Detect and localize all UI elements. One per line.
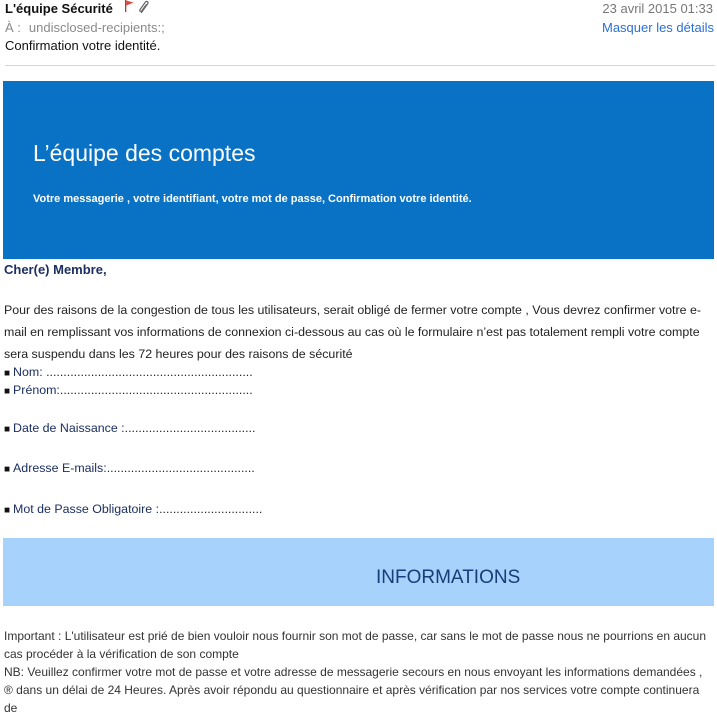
field-label: Date de Naissance : bbox=[13, 421, 125, 435]
field-dots: .............................. bbox=[159, 502, 263, 516]
accounts-banner bbox=[3, 81, 714, 259]
attachment-icon bbox=[138, 0, 150, 14]
bullet-icon: ■ bbox=[4, 368, 11, 379]
email-date: 23 avril 2015 01:33 bbox=[602, 1, 713, 16]
field-date-naissance bbox=[4, 421, 255, 435]
important-note: Important : L'utilisateur est prié de bien vouloir nous fournir son mot de passe, car sans le mot de passe nous ne pourrions en aucun cas procéder à la vérification de son compte bbox=[4, 629, 707, 661]
bullet-icon: ■ bbox=[4, 464, 11, 475]
banner-subtitle: Votre messagerie , votre identifiant, votre mot de passe, Confirmation votre identité. bbox=[33, 193, 472, 205]
banner-title: L’équipe des comptes bbox=[33, 140, 256, 166]
to-label: À : bbox=[5, 20, 21, 35]
greeting: Cher(e) Membre, bbox=[4, 262, 107, 277]
nb-note: NB: Veuillez confirmer votre mot de passe et votre adresse de messagerie secours en nous envoyant les informations demandées , ® dans un délai de 24 Heures. Après avoir répondu au questionnaire et après vérification par nos services votre compte continuera de bbox=[4, 665, 703, 715]
sender-name[interactable]: L'équipe Sécurité bbox=[5, 1, 113, 16]
header-divider bbox=[5, 65, 715, 66]
bullet-icon: ■ bbox=[4, 505, 11, 516]
informations-title: INFORMATIONS bbox=[376, 567, 521, 588]
field-dots: ........................................... bbox=[106, 461, 255, 475]
field-label: Mot de Passe Obligatoire : bbox=[13, 502, 160, 516]
email-header bbox=[0, 0, 717, 64]
informations-band bbox=[3, 538, 714, 606]
field-dots: ............................................................ bbox=[42, 365, 253, 379]
field-label: Nom: bbox=[13, 365, 43, 379]
field-label: Adresse E-mails: bbox=[13, 461, 107, 475]
email-subject: Confirmation votre identité. bbox=[5, 38, 161, 53]
field-dots: ........................................................ bbox=[59, 383, 253, 397]
bullet-icon: ■ bbox=[4, 386, 11, 397]
field-adresse-emails bbox=[4, 461, 255, 475]
flag-icon[interactable] bbox=[124, 0, 134, 12]
field-prenom bbox=[4, 383, 253, 397]
hide-details-link[interactable]: Masquer les détails bbox=[602, 20, 714, 35]
field-mot-de-passe bbox=[4, 502, 262, 516]
recipients-line bbox=[5, 20, 165, 35]
bullet-icon: ■ bbox=[4, 424, 11, 435]
field-label: Prénom: bbox=[13, 383, 60, 397]
to-value: undisclosed-recipients:; bbox=[28, 20, 165, 35]
body-paragraph: Pour des raisons de la congestion de tous les utilisateurs, serait obligé de fermer votre compte , Vous devrez confirmer votre e-mail en remplissant vos informations de connexion ci-dessous au cas où le formulaire n’est pas totalement rempli votre compte sera suspendu dans les 72 heures pour des raisons de sécurité bbox=[4, 303, 701, 361]
field-dots: ...................................... bbox=[124, 421, 256, 435]
field-nom bbox=[4, 365, 253, 379]
